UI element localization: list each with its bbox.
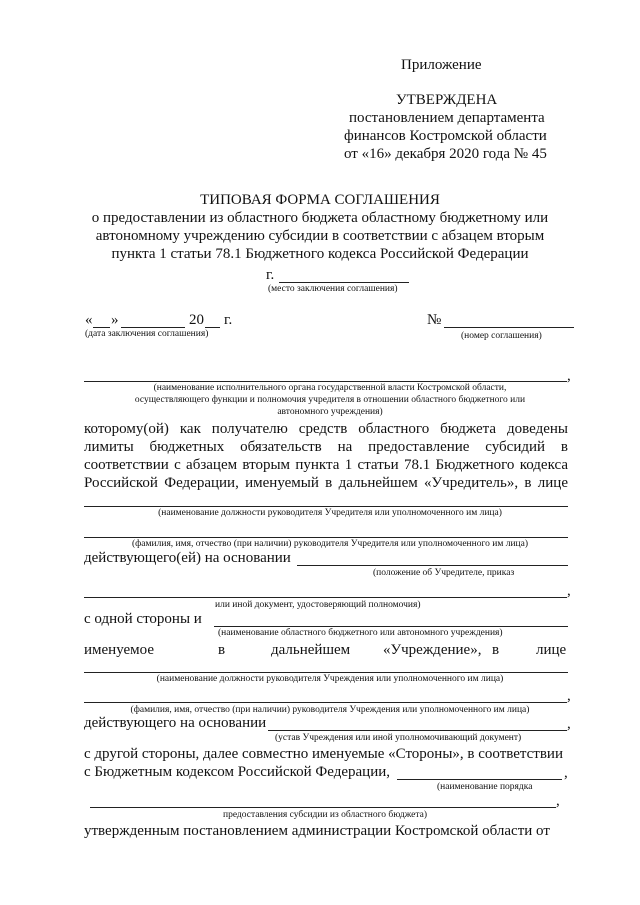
founder-note-1: (наименование исполнительного органа государственной власти Костромской области, [153,383,507,393]
institution-person-note: (фамилия, имя, отчество (при наличии) руководителя Учреждения или уполномоченного им лица) [130,705,530,715]
institution-basis-line [268,730,567,731]
order-note-2: предоставления субсидии из областного бюджета) [223,810,427,820]
named-word-6: лице [536,642,567,658]
date-open-quote: « [85,312,93,328]
closing-line-2: с Бюджетным кодексом Российской Федерации, [84,764,390,780]
founder-note-3: автономного учреждения) [277,407,383,417]
institution-acting-label: действующего на основании [84,715,267,731]
date-day-line [93,327,110,328]
institution-position-note: (наименование должности руководителя Учреждения или уполномоченного им лица) [156,674,504,684]
place-note: (место заключения соглашения) [268,284,398,294]
approval-line-1: постановлением департамента [349,110,545,126]
comma: , [567,716,571,732]
founder-acting-label: действующего(ей) на основании [84,550,291,566]
institution-position-line [84,672,568,673]
named-word-4: «Учреждение», [383,642,482,658]
approved-label: УТВЕРЖДЕНА [396,92,498,108]
institution-basis-note: (устав Учреждения или иной уполномочивающий документ) [275,733,522,743]
closing-last-line: утвержденным постановлением администрации Костромской области от [84,823,550,839]
number-sign: № [427,312,442,328]
founder-basis-note: (положение об Учредителе, приказ [373,568,515,578]
comma: , [567,583,571,599]
institution-name-line [214,626,568,627]
founder-person-note: (фамилия, имя, отчество (при наличии) руководителя Учредителя или уполномоченного им лица) [131,539,528,549]
named-word-1: именуемое [84,642,154,658]
comma: , [556,793,560,809]
comma: , [567,688,571,704]
number-note: (номер соглашения) [461,331,542,341]
founder-basis-note-2: или иной документ, удостоверяющий полномочия) [215,600,421,610]
founder-position-line [84,506,568,507]
comma: , [564,765,568,781]
title-sub-3: пункта 1 статьи 78.1 Бюджетного кодекса Российской Федерации [111,246,529,262]
closing-line-1: с другой стороны, далее совместно именуемые «Стороны», в соответствии [84,746,563,762]
one-side-label: с одной стороны и [84,611,202,627]
founder-para-3: соответствии с абзацем вторым пункта 1 статьи 78.1 Бюджетного кодекса [84,457,568,473]
title-sub-2: автономному учреждению субсидии в соответствии с абзацем вторым [95,228,545,244]
date-note: (дата заключения соглашения) [85,329,209,339]
order-name-line-2 [90,807,556,808]
order-note: (наименование порядка [437,782,533,792]
founder-name-line [84,381,567,382]
appendix-label: Приложение [401,57,482,73]
founder-position-note: (наименование должности руководителя Учредителя или уполномоченного им лица) [158,508,502,518]
institution-person-line [84,702,567,703]
founder-para-1: которому(ой) как получателю средств областного бюджета доведены [84,421,568,437]
date-year-line [205,327,220,328]
date-close-quote: » [111,312,119,328]
title-sub-1: о предоставлении из областного бюджета областному бюджетному или [91,210,549,226]
place-blank-line [279,282,409,283]
named-word-2: в [218,642,226,658]
founder-para-4: Российской Федерации, именуемый в дальнейшем «Учредитель», в лице [84,475,568,491]
date-year-prefix: 20 [189,312,204,328]
founder-para-2: лимиты бюджетных обязательств на предоставление субсидий в [84,439,568,455]
named-word-3: дальнейшем [271,642,351,658]
document-title: ТИПОВАЯ ФОРМА СОГЛАШЕНИЯ [200,192,440,208]
named-word-5: в [492,642,500,658]
approval-line-2: финансов Костромской области [344,128,547,144]
comma: , [567,368,571,384]
place-prefix: г. [266,267,275,283]
order-name-line [397,779,562,780]
founder-basis-line [297,565,568,566]
founder-basis-line-2 [84,597,567,598]
founder-note-2: осуществляющего функции и полномочия учредителя в отношении областного бюджетного или [134,395,526,405]
institution-name-note: (наименование областного бюджетного или автономного учреждения) [218,628,503,638]
founder-person-line [84,537,568,538]
date-year-suffix: г. [224,312,233,328]
approval-line-3: от «16» декабря 2020 года № 45 [344,146,547,162]
number-blank-line [444,327,574,328]
date-month-line [121,327,185,328]
